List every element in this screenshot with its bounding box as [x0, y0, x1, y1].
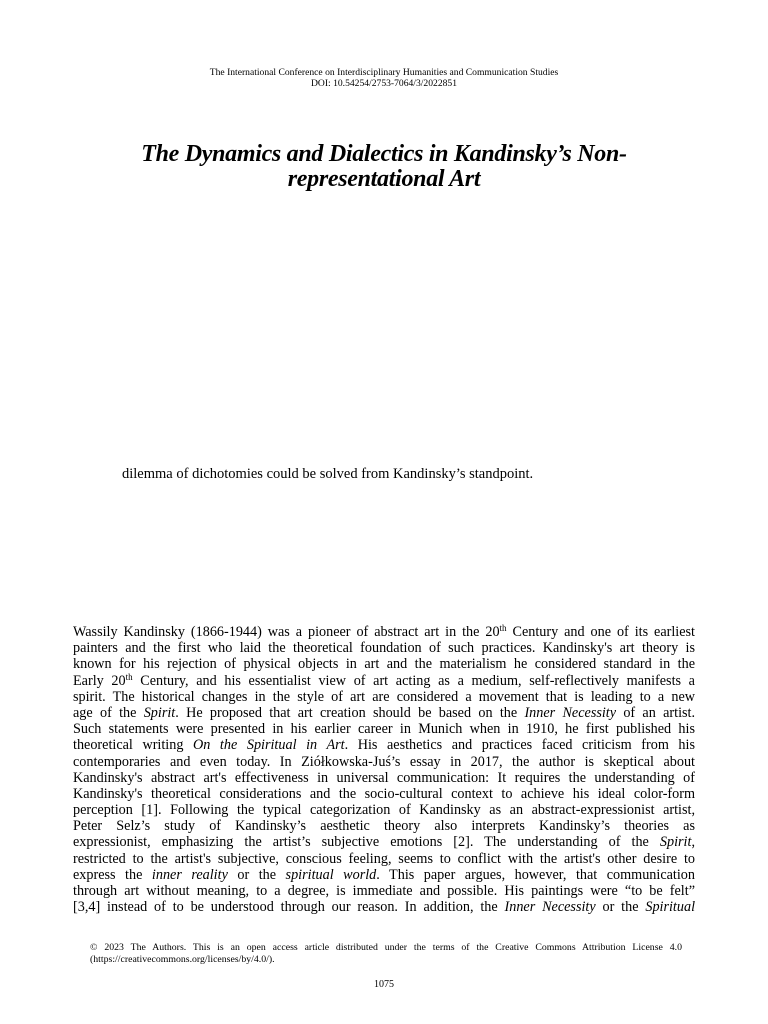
body-line: Peter Selz’s study of Kandinsky’s aesthetic theory also interprets Kandinsky’s theories as — [73, 818, 695, 835]
body-line: Kandinsky's theoretical considerations and the socio-cultural context to achieve his ideal color-form — [73, 785, 695, 802]
paper-title-line-2: representational Art — [287, 166, 481, 192]
body-line: theoretical writing On the Spiritual in Art. His aesthetics and practices faced criticism from his — [73, 737, 695, 754]
paper-title-line-1: The Dynamics and Dialectics in Kandinsky’s Non- — [141, 141, 627, 167]
body-line: expressionist, emphasizing the artist’s subjective emotions [2]. The understanding of the Spirit, — [73, 834, 695, 851]
body-line: spirit. The historical changes in the style of art are considered a movement that is leading to a new — [73, 688, 695, 705]
body-line: perception [1]. Following the typical categorization of Kandinsky as an abstract-expressionist artist, — [73, 802, 695, 819]
conference-name: The International Conference on Interdisciplinary Humanities and Communication Studies — [209, 67, 559, 78]
abstract-fragment: dilemma of dichotomies could be solved from Kandinsky’s standpoint. — [122, 466, 534, 482]
body-line: Early 20th Century, and his essentialist view of art acting as a medium, self-reflectively manifests a — [73, 671, 695, 689]
license-line: © 2023 The Authors. This is an open access article distributed under the terms of the Creative Commons Attribution License 4.0 — [90, 942, 682, 953]
body-line: painters and the first who laid the theoretical foundation of such practices. Kandinsky's art theory is — [73, 640, 695, 657]
running-header — [0, 67, 768, 89]
license-url: (https://creativecommons.org/licenses/by/4.0/). — [90, 953, 275, 965]
body-line: contemporaries and even today. In Ziółkowska-Juś’s essay in 2017, the author is skeptical about — [73, 753, 695, 770]
paper-title — [0, 142, 768, 192]
body-line: Wassily Kandinsky (1866-1944) was a pioneer of abstract art in the 20th Century and one of its earliest — [73, 623, 695, 640]
license-notice — [90, 942, 682, 965]
body-line: age of the Spirit. He proposed that art creation should be based on the Inner Necessity of an artist. — [73, 704, 696, 721]
body-line: express the inner reality or the spiritual world. This paper argues, however, that communication — [73, 866, 695, 883]
page-number: 1075 — [374, 979, 394, 990]
body-line: restricted to the artist's subjective, conscious feeling, seems to conflict with the artist's other desire to — [73, 850, 695, 867]
body-line: Such statements were presented in his earlier career in Munich when in 1910, he first published his — [73, 721, 695, 738]
body-line: Kandinsky's abstract art's effectiveness in universal communication: It requires the understanding of — [73, 769, 695, 786]
body-line: [3,4] instead of to be understood through our reason. In addition, the Inner Necessity or the Spiritual — [73, 899, 696, 916]
body-line: known for his rejection of physical objects in art and the materialism he considered standard in the — [73, 656, 695, 673]
introduction-paragraph — [73, 624, 695, 915]
doi: DOI: 10.54254/2753-7064/3/2022851 — [310, 78, 458, 89]
body-line: through art without meaning, to a degree, is immediate and possible. His paintings were “to be felt” — [73, 883, 695, 899]
